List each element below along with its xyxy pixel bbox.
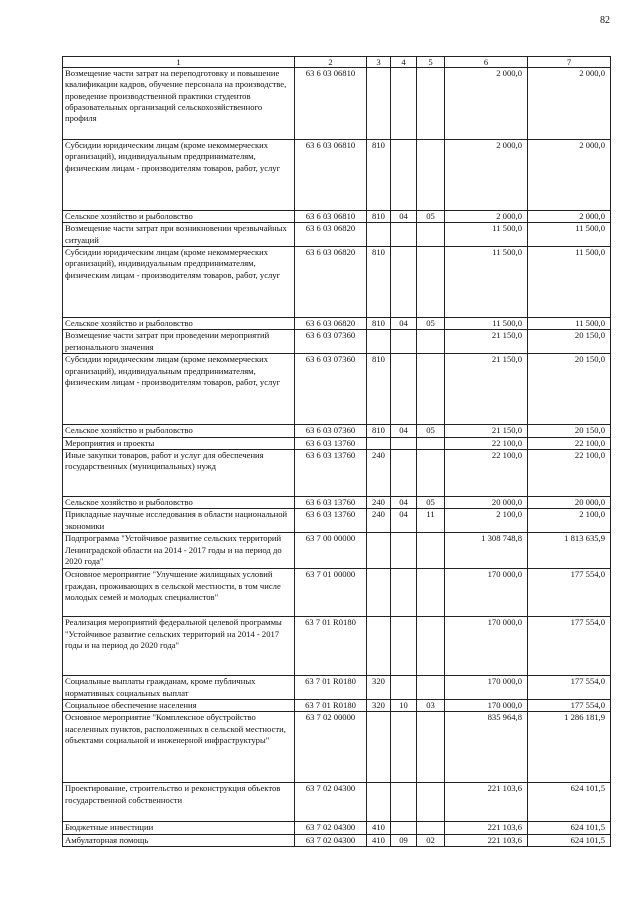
row-name: Сельское хозяйство и рыболовство	[63, 211, 295, 223]
row-value-2017: 221 103,6	[445, 822, 528, 834]
row-name: Сельское хозяйство и рыболовство	[63, 497, 295, 509]
row-pr	[417, 223, 445, 247]
row-value-2017: 2 000,0	[445, 68, 528, 140]
row-name: Сельское хозяйство и рыболовство	[63, 425, 295, 437]
row-vr	[367, 712, 391, 783]
row-value-2018: 2 100,0	[528, 509, 611, 533]
row-value-2017: 221 103,6	[445, 834, 528, 846]
row-value-2018: 22 100,0	[528, 450, 611, 497]
row-vr	[367, 437, 391, 449]
row-value-2018: 2 000,0	[528, 140, 611, 211]
row-value-2018: 1 813 635,9	[528, 533, 611, 569]
row-name: Проектирование, строительство и реконструкция объектов государственной собственности	[63, 783, 295, 822]
row-pr: 05	[417, 318, 445, 330]
row-value-2017: 22 100,0	[445, 437, 528, 449]
row-value-2018: 20 150,0	[528, 330, 611, 354]
row-value-2018: 11 500,0	[528, 318, 611, 330]
row-value-2017: 21 150,0	[445, 425, 528, 437]
row-name: Субсидии юридическим лицам (кроме некоммерческих организаций), индивидуальным предпринимателям, физическим лицам - производителям товаров, работ, услуг	[63, 140, 295, 211]
table-row	[63, 425, 611, 437]
table-row	[63, 617, 611, 676]
table-row	[63, 533, 611, 569]
row-code: 63 6 03 13760	[295, 497, 367, 509]
row-rz	[391, 223, 417, 247]
row-value-2017: 2 000,0	[445, 211, 528, 223]
header-col-4: 4	[391, 57, 417, 68]
row-code: 63 6 03 06810	[295, 140, 367, 211]
table-row	[63, 497, 611, 509]
row-pr	[417, 330, 445, 354]
table-row	[63, 330, 611, 354]
row-value-2018: 2 000,0	[528, 68, 611, 140]
row-name: Сельское хозяйство и рыболовство	[63, 318, 295, 330]
row-pr	[417, 140, 445, 211]
row-pr	[417, 569, 445, 617]
row-code: 63 6 03 06810	[295, 68, 367, 140]
row-value-2018: 624 101,5	[528, 834, 611, 846]
table-row	[63, 700, 611, 712]
row-pr: 03	[417, 700, 445, 712]
row-rz	[391, 822, 417, 834]
row-name: Бюджетные инвестиции	[63, 822, 295, 834]
row-pr	[417, 437, 445, 449]
row-code: 63 6 03 13760	[295, 450, 367, 497]
row-pr	[417, 247, 445, 318]
row-name: Мероприятия и проекты	[63, 437, 295, 449]
row-code: 63 6 03 07360	[295, 425, 367, 437]
row-pr	[417, 783, 445, 822]
row-rz: 10	[391, 700, 417, 712]
row-pr	[417, 68, 445, 140]
row-vr: 320	[367, 700, 391, 712]
row-vr	[367, 569, 391, 617]
row-rz: 04	[391, 318, 417, 330]
row-code: 63 6 03 07360	[295, 354, 367, 425]
table-row	[63, 140, 611, 211]
row-value-2017: 20 000,0	[445, 497, 528, 509]
row-vr	[367, 617, 391, 676]
row-code: 63 7 01 R0180	[295, 617, 367, 676]
row-name: Основное мероприятие "Улучшение жилищных условий граждан, проживающих в сельской местности, в том числе молодых семей и молодых специалистов"	[63, 569, 295, 617]
row-vr: 810	[367, 211, 391, 223]
row-code: 63 7 02 04300	[295, 834, 367, 846]
row-vr: 810	[367, 354, 391, 425]
row-rz	[391, 533, 417, 569]
row-value-2018: 20 150,0	[528, 425, 611, 437]
row-value-2017: 835 964,8	[445, 712, 528, 783]
row-rz	[391, 450, 417, 497]
row-value-2017: 11 500,0	[445, 247, 528, 318]
row-name: Иные закупки товаров, работ и услуг для обеспечения государственных (муниципальных) нужд	[63, 450, 295, 497]
row-rz	[391, 330, 417, 354]
table-row	[63, 834, 611, 846]
row-name: Социальное обеспечение населения	[63, 700, 295, 712]
row-pr: 11	[417, 509, 445, 533]
row-rz: 04	[391, 509, 417, 533]
row-name: Прикладные научные исследования в области национальной экономики	[63, 509, 295, 533]
row-value-2018: 177 554,0	[528, 700, 611, 712]
row-vr	[367, 223, 391, 247]
table-row	[63, 450, 611, 497]
row-vr: 240	[367, 497, 391, 509]
row-vr	[367, 68, 391, 140]
row-rz	[391, 354, 417, 425]
row-code: 63 7 02 00000	[295, 712, 367, 783]
row-name: Социальные выплаты гражданам, кроме публичных нормативных социальных выплат	[63, 676, 295, 700]
row-value-2018: 177 554,0	[528, 569, 611, 617]
row-code: 63 7 02 04300	[295, 783, 367, 822]
row-pr	[417, 712, 445, 783]
header-col-1: 1	[63, 57, 295, 68]
header-col-7: 7	[528, 57, 611, 68]
row-value-2018: 177 554,0	[528, 676, 611, 700]
header-col-5: 5	[417, 57, 445, 68]
row-rz	[391, 247, 417, 318]
row-value-2018: 1 286 181,9	[528, 712, 611, 783]
header-col-2: 2	[295, 57, 367, 68]
row-code: 63 6 03 13760	[295, 437, 367, 449]
row-pr: 02	[417, 834, 445, 846]
row-name: Возмещение части затрат при возникновении чрезвычайных ситуаций	[63, 223, 295, 247]
row-value-2017: 11 500,0	[445, 318, 528, 330]
row-rz: 04	[391, 425, 417, 437]
row-code: 63 7 01 R0180	[295, 700, 367, 712]
row-pr: 05	[417, 211, 445, 223]
row-rz	[391, 68, 417, 140]
row-value-2017: 221 103,6	[445, 783, 528, 822]
row-value-2017: 22 100,0	[445, 450, 528, 497]
budget-table	[62, 56, 611, 847]
row-vr: 240	[367, 450, 391, 497]
header-col-6: 6	[445, 57, 528, 68]
row-vr	[367, 783, 391, 822]
row-rz: 04	[391, 497, 417, 509]
row-value-2017: 170 000,0	[445, 617, 528, 676]
row-pr: 05	[417, 497, 445, 509]
row-value-2018: 2 000,0	[528, 211, 611, 223]
row-vr: 240	[367, 509, 391, 533]
row-code: 63 6 03 07360	[295, 330, 367, 354]
row-value-2017: 170 000,0	[445, 700, 528, 712]
row-value-2018: 11 500,0	[528, 247, 611, 318]
row-value-2017: 21 150,0	[445, 330, 528, 354]
row-name: Основное мероприятие "Комплексное обустройство населенных пунктов, расположенных в сельской местности, объектами социальной и инженерной инфраструктуры"	[63, 712, 295, 783]
row-code: 63 6 03 13760	[295, 509, 367, 533]
row-name: Субсидии юридическим лицам (кроме некоммерческих организаций), индивидуальным предпринимателям, физическим лицам - производителям товаров, работ, услуг	[63, 354, 295, 425]
header-row	[63, 57, 611, 68]
row-vr: 810	[367, 318, 391, 330]
table-row	[63, 676, 611, 700]
row-vr: 810	[367, 140, 391, 211]
row-value-2017: 21 150,0	[445, 354, 528, 425]
row-name: Субсидии юридическим лицам (кроме некоммерческих организаций), индивидуальным предпринимателям, физическим лицам - производителям товаров, работ, услуг	[63, 247, 295, 318]
row-name: Амбулаторная помощь	[63, 834, 295, 846]
row-code: 63 7 01 00000	[295, 569, 367, 617]
row-rz	[391, 712, 417, 783]
table-row	[63, 712, 611, 783]
row-rz	[391, 617, 417, 676]
row-name: Возмещение части затрат при проведении мероприятий регионального значения	[63, 330, 295, 354]
row-code: 63 7 00 00000	[295, 533, 367, 569]
row-vr	[367, 533, 391, 569]
table-row	[63, 318, 611, 330]
row-value-2017: 1 308 748,8	[445, 533, 528, 569]
row-pr	[417, 676, 445, 700]
table-row	[63, 569, 611, 617]
row-value-2017: 2 100,0	[445, 509, 528, 533]
row-code: 63 6 03 06820	[295, 318, 367, 330]
row-name: Реализация мероприятий федеральной целевой программы "Устойчивое развитие сельских территорий на 2014 - 2017 годы и на период до 2020 года"	[63, 617, 295, 676]
row-pr: 05	[417, 425, 445, 437]
row-pr	[417, 617, 445, 676]
row-rz	[391, 140, 417, 211]
row-value-2018: 11 500,0	[528, 223, 611, 247]
row-name: Подпрограмма "Устойчивое развитие сельских территорий Ленинградской области на 2014 - 2017 годы и на период до 2020 года"	[63, 533, 295, 569]
row-rz: 09	[391, 834, 417, 846]
table-row	[63, 437, 611, 449]
row-value-2017: 170 000,0	[445, 569, 528, 617]
row-vr: 410	[367, 822, 391, 834]
row-vr: 410	[367, 834, 391, 846]
header-col-3: 3	[367, 57, 391, 68]
table-row	[63, 68, 611, 140]
row-code: 63 6 03 06820	[295, 223, 367, 247]
table-row	[63, 247, 611, 318]
page-number: 82	[600, 15, 610, 26]
row-rz	[391, 437, 417, 449]
row-pr	[417, 533, 445, 569]
row-value-2017: 2 000,0	[445, 140, 528, 211]
row-value-2018: 624 101,5	[528, 783, 611, 822]
row-code: 63 7 02 04300	[295, 822, 367, 834]
row-code: 63 7 01 R0180	[295, 676, 367, 700]
row-value-2017: 11 500,0	[445, 223, 528, 247]
row-rz: 04	[391, 211, 417, 223]
row-rz	[391, 569, 417, 617]
table-row	[63, 783, 611, 822]
row-value-2018: 624 101,5	[528, 822, 611, 834]
row-rz	[391, 676, 417, 700]
row-pr	[417, 354, 445, 425]
table-row	[63, 223, 611, 247]
row-value-2018: 177 554,0	[528, 617, 611, 676]
row-pr	[417, 822, 445, 834]
table-row	[63, 509, 611, 533]
row-vr: 810	[367, 425, 391, 437]
row-code: 63 6 03 06810	[295, 211, 367, 223]
table-row	[63, 211, 611, 223]
row-value-2017: 170 000,0	[445, 676, 528, 700]
row-vr: 810	[367, 247, 391, 318]
row-value-2018: 20 150,0	[528, 354, 611, 425]
row-pr	[417, 450, 445, 497]
row-value-2018: 22 100,0	[528, 437, 611, 449]
table-row	[63, 822, 611, 834]
row-vr	[367, 330, 391, 354]
row-rz	[391, 783, 417, 822]
table-row	[63, 354, 611, 425]
row-name: Возмещение части затрат на переподготовку и повышение квалификации кадров, обучение персонала на производстве, проведение производственной практики студентов образовательных организаций сельскохозяйственного профиля	[63, 68, 295, 140]
row-vr: 320	[367, 676, 391, 700]
row-value-2018: 20 000,0	[528, 497, 611, 509]
row-code: 63 6 03 06820	[295, 247, 367, 318]
